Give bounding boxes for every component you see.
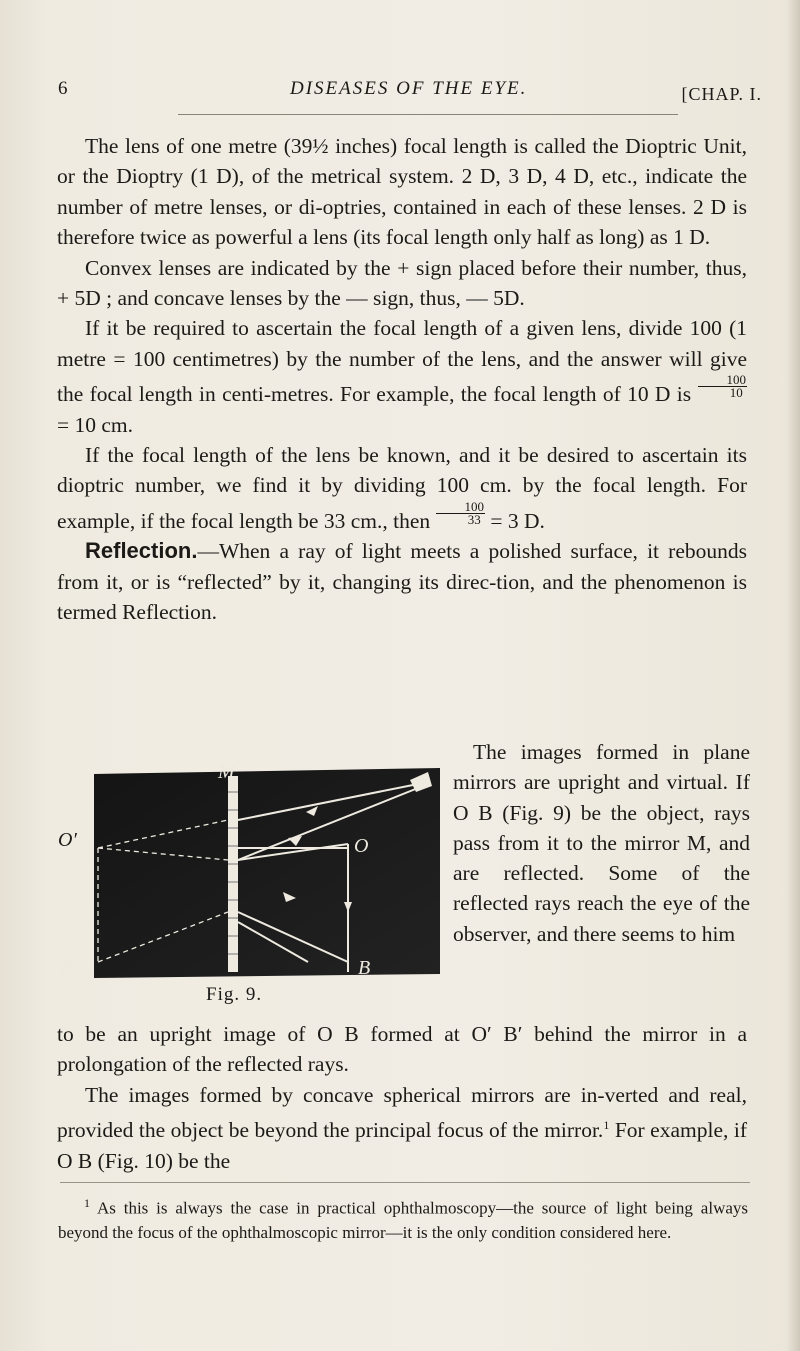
fraction: [698, 374, 748, 399]
fraction-denominator: 10: [729, 385, 743, 401]
label-b: B: [358, 957, 371, 979]
fraction-denominator: 33: [467, 511, 481, 527]
paragraph-text: —When a ray of light meets a polished surface, it rebounds from it, or is “reflected” by it, changing its direc-tion, and the phenomenon is termed Reflection.: [57, 539, 747, 625]
page-number: 6: [58, 78, 68, 99]
paragraph-focal-length: [57, 313, 747, 440]
footnote-marker: 1: [84, 1196, 90, 1210]
paragraph-continuation: to be an upright image of O B formed at O′ B′ behind the mirror in a prolongation of the reflected rays.: [57, 1022, 747, 1077]
paragraph-text: If it be required to ascertain the focal length of a given lens, divide 100 (1 metre = 100 centimetres) by the number of the lens, and the answer will give the focal length in centi-metres. For example, the focal length of 10 D is: [57, 316, 747, 407]
paragraph-dioptric-unit: The lens of one metre (39½ inches) focal length is called the Dioptric Unit, or the Dioptry (1 D), of the metrical system. 2 D, 3 D, 4 D, etc., indicate the number of metre lenses, or di-optries, contained in each of these lenses. 2 D is therefore twice as powerful a lens (its focal length only half as long) as 1 D.: [57, 134, 747, 250]
paragraph-dioptric-number: [57, 440, 747, 536]
footnote-reference: 1: [603, 1118, 610, 1133]
paragraph-reflection: [57, 536, 747, 627]
paragraph-concave-mirrors: [57, 1080, 747, 1176]
body-text-wrap: [453, 737, 750, 949]
fraction: [436, 498, 486, 527]
footnote-text: As this is always the case in practical ophthalmoscopy—the source of light being always beyond the focus of the ophthalmoscopic mirror—it is the only condition considered here.: [58, 1198, 749, 1243]
figure-9-illustration: [58, 762, 440, 980]
body-text-upper: [57, 131, 747, 628]
paragraph-text: For example, if O B (Fig. 10) be the: [57, 1118, 748, 1173]
paragraph-text: If the focal length of the lens be known, and it be desired to ascertain its dioptric number, we find it by dividing 100 cm. by the focal length. For example, if the focal length be 33 cm., then: [57, 443, 747, 533]
figure-9-plane-mirror: [58, 762, 440, 980]
fraction-numerator: 100: [436, 501, 486, 514]
chapter-marker: [CHAP. I.: [681, 84, 762, 104]
page-edge-shadow: [786, 0, 800, 1351]
footnote-rule: [60, 1182, 750, 1183]
paragraph-text: = 10 cm.: [57, 412, 134, 437]
fraction-numerator: 100: [698, 374, 748, 387]
label-b-prime: B′: [60, 957, 77, 979]
paragraph-plane-mirrors: The images formed in plane mirrors are upright and virtual. If O B (Fig. 9) be the object, rays pass from it to the mirror M, and are reflected. Some of the reflected rays reach the eye of the observer, and there seems to him: [453, 740, 750, 946]
label-m: M: [218, 762, 235, 783]
label-o-prime: O′: [58, 829, 77, 851]
figure-caption: Fig. 9.: [206, 984, 263, 1005]
page-header: [58, 78, 778, 112]
section-heading-reflection: Reflection.: [85, 538, 198, 564]
paragraph-text: = 3 D.: [490, 508, 545, 533]
mirror-m: [228, 776, 238, 972]
label-o: O: [354, 835, 369, 857]
footnote: [58, 1191, 748, 1246]
paragraph-text: The images formed by concave spherical mirrors are in-verted and real, provided the object be beyond the principal focus of the mirror.: [57, 1082, 747, 1143]
header-rule: [178, 114, 678, 115]
running-head: DISEASES OF THE EYE.: [290, 78, 528, 99]
paragraph-convex-concave: Convex lenses are indicated by the + sign placed before their number, thus, + 5D ; and concave lenses by the — sign, thus, — 5D.: [57, 255, 747, 311]
footnote-text-block: [58, 1191, 748, 1246]
body-text-lower: [57, 1019, 747, 1176]
